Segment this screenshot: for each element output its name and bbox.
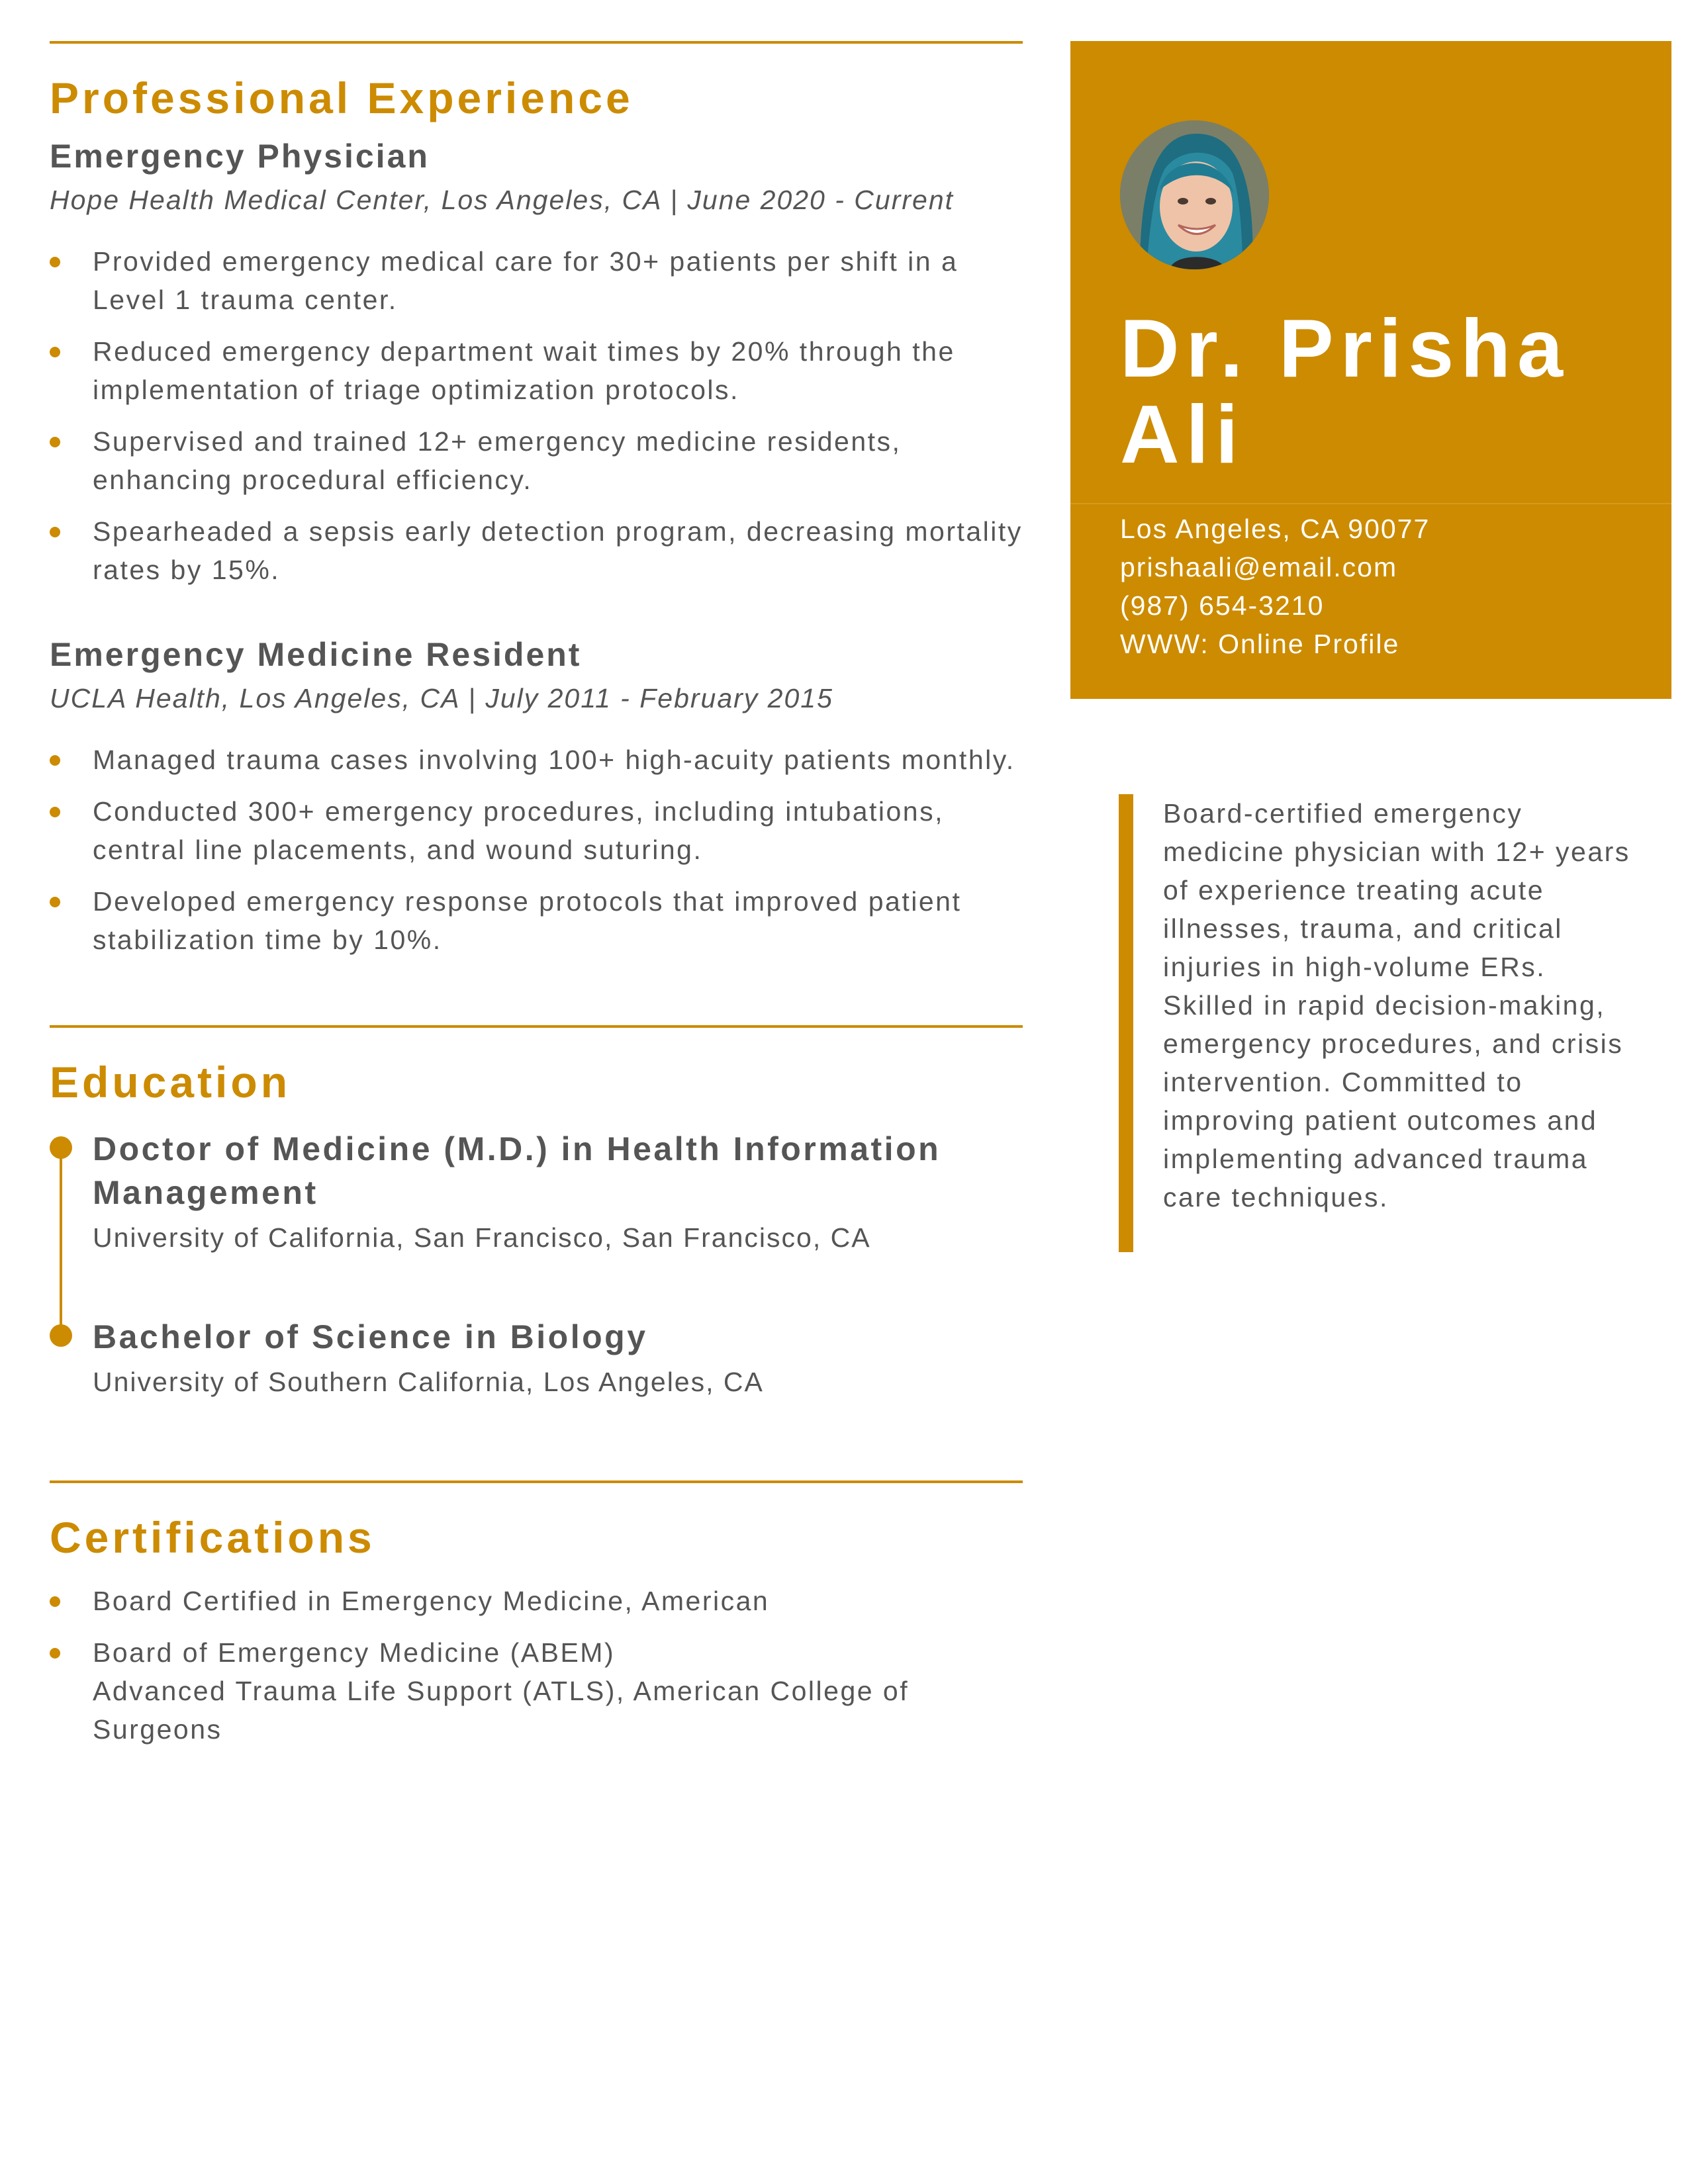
header-divider (1070, 503, 1671, 504)
education-degree: Doctor of Medicine (M.D.) in Health Information Management (93, 1130, 941, 1212)
name-line: Dr. Prisha (1120, 303, 1570, 394)
header-panel (1070, 41, 1671, 699)
certification-item: Board Certified in Emergency Medicine, American (50, 1582, 1023, 1620)
name-line: Ali (1120, 389, 1245, 480)
bullet-item: Developed emergency response protocols that improved patient stabilization time by 10%. (50, 882, 1023, 959)
contact-phone: (987) 654-3210 (1120, 590, 1325, 621)
bullet-item: Supervised and trained 12+ emergency medicine residents, enhancing procedural efficiency. (50, 422, 1023, 499)
education-school: University of California, San Francisco, San Francisco, CA (93, 1222, 871, 1253)
education-item (50, 1127, 1023, 1257)
main-column (50, 41, 1023, 1762)
bullet-item: Managed trauma cases involving 100+ high-acuity patients monthly. (50, 741, 1023, 779)
bullet-dot-icon (50, 257, 60, 267)
contact-info (1120, 510, 1430, 663)
bullet-dot-icon (50, 437, 60, 447)
job-title: Emergency Physician (50, 137, 430, 175)
job-bullets (50, 741, 1023, 959)
certification-item: Board of Emergency Medicine (ABEM) Advanced Trauma Life Support (ATLS), American College of Surgeons (50, 1633, 1023, 1749)
certifications-heading: Certifications (50, 1513, 375, 1563)
bullet-item: Conducted 300+ emergency procedures, including intubations, central line placements, and wound suturing. (50, 792, 1023, 869)
job-bullets (50, 242, 1023, 589)
profile-photo (1120, 120, 1269, 269)
bullet-item: Spearheaded a sepsis early detection program, decreasing mortality rates by 15%. (50, 512, 1023, 589)
timeline-dot-icon (50, 1136, 72, 1159)
education-degree: Bachelor of Science in Biology (93, 1318, 648, 1356)
section-divider (50, 41, 1023, 44)
education-timeline (50, 1127, 1023, 1401)
timeline-dot-icon (50, 1324, 72, 1347)
education-item (50, 1315, 1023, 1401)
certification-list (50, 1582, 1023, 1749)
bullet-item: Provided emergency medical care for 30+ patients per shift in a Level 1 trauma center. (50, 242, 1023, 319)
job-entry (50, 137, 1023, 589)
bullet-dot-icon (50, 347, 60, 357)
section-divider (50, 1480, 1023, 1483)
job-meta: Hope Health Medical Center, Los Angeles, CA | June 2020 - Current (50, 184, 955, 215)
education-school: University of Southern California, Los Angeles, CA (93, 1367, 764, 1398)
contact-email[interactable]: prishaali@email.com (1120, 552, 1398, 582)
bullet-dot-icon (50, 527, 60, 537)
avatar (1120, 120, 1269, 269)
contact-website[interactable]: WWW: Online Profile (1120, 629, 1400, 659)
experience-heading: Professional Experience (50, 73, 633, 122)
bullet-item: Reduced emergency department wait times by 20% through the implementation of triage optimization protocols. (50, 332, 1023, 409)
professional-summary: Board-certified emergency medicine physician with 12+ years of experience treating acute illnesses, trauma, and critical injuries in high-volume ERs. Skilled in rapid decision-making, emergency procedures, and crisis intervention. Committed to improving patient outcomes and implementing advanced trauma care techniques. (1163, 798, 1630, 1212)
bullet-dot-icon (50, 1648, 60, 1659)
bullet-dot-icon (50, 755, 60, 766)
bullet-dot-icon (50, 897, 60, 907)
summary-accent-bar (1119, 794, 1133, 1252)
job-entry (50, 635, 1023, 959)
bullet-dot-icon (50, 1596, 60, 1607)
education-heading: Education (50, 1057, 291, 1107)
person-name (1120, 303, 1570, 480)
section-divider (50, 1025, 1023, 1028)
bullet-dot-icon (50, 807, 60, 817)
contact-address: Los Angeles, CA 90077 (1120, 514, 1430, 544)
job-title: Emergency Medicine Resident (50, 635, 582, 673)
job-meta: UCLA Health, Los Angeles, CA | July 2011 - February 2015 (50, 682, 833, 713)
